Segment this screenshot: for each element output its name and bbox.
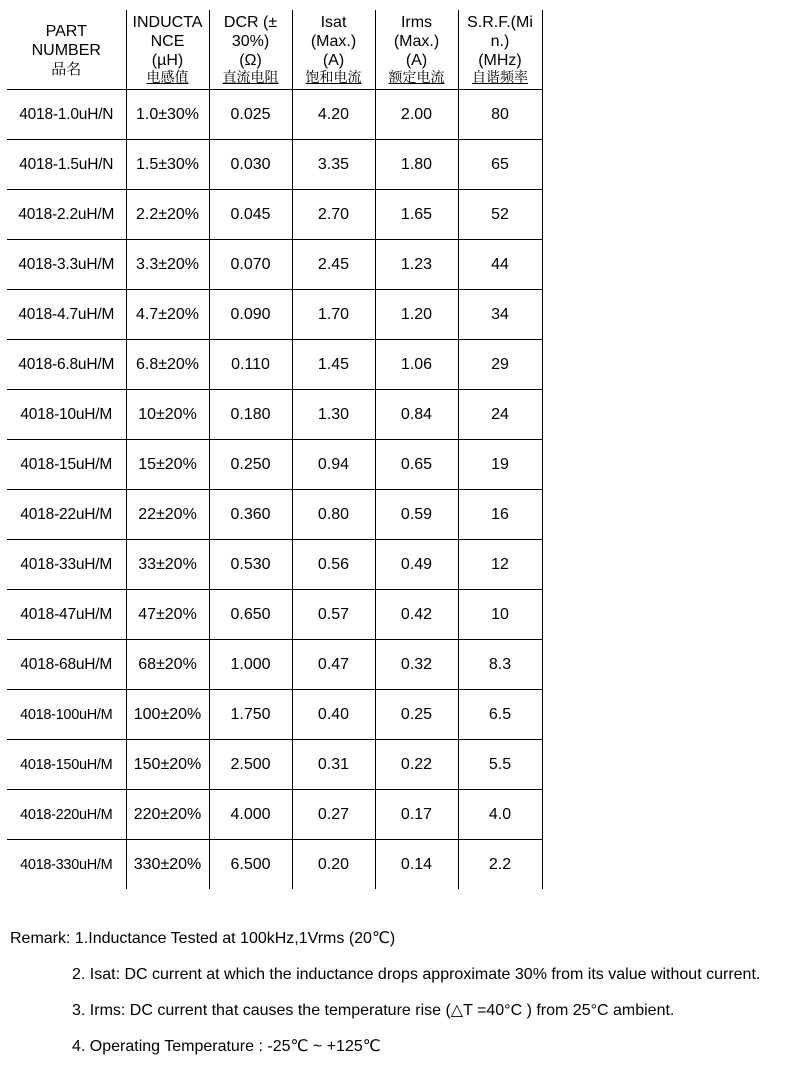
header-line: Isat xyxy=(320,14,347,31)
cell-irms: 0.49 xyxy=(375,540,458,590)
cell-srf: 34 xyxy=(458,290,542,340)
header-line: n.) xyxy=(490,33,510,50)
header-line: (MHz) xyxy=(478,52,522,69)
cell-irms: 0.42 xyxy=(375,590,458,640)
table-row xyxy=(7,690,542,740)
table-row xyxy=(7,590,542,640)
cell-irms: 2.00 xyxy=(375,90,458,140)
cell-dcr: 0.180 xyxy=(209,390,292,440)
cell-srf: 16 xyxy=(458,490,542,540)
header-line: DCR (± xyxy=(223,14,278,31)
header-line: (µH) xyxy=(151,52,184,69)
cell-irms: 0.65 xyxy=(375,440,458,490)
cell-srf: 8.3 xyxy=(458,640,542,690)
cell-inductance: 47±20% xyxy=(126,590,209,640)
cell-inductance: 330±20% xyxy=(126,840,209,890)
table-row xyxy=(7,740,542,790)
header-chinese-label: 直流电阻 xyxy=(222,70,279,86)
cell-isat: 0.31 xyxy=(292,740,375,790)
cell-inductance: 220±20% xyxy=(126,790,209,840)
cell-irms: 0.22 xyxy=(375,740,458,790)
header-chinese-label: 电感值 xyxy=(146,70,189,86)
header-part-number xyxy=(7,10,126,90)
header-line: Irms xyxy=(400,14,433,31)
cell-part-number: 4018-10uH/M xyxy=(7,390,126,440)
cell-srf: 10 xyxy=(458,590,542,640)
cell-isat: 2.45 xyxy=(292,240,375,290)
cell-part-number: 4018-15uH/M xyxy=(7,440,126,490)
cell-dcr: 0.250 xyxy=(209,440,292,490)
cell-isat: 0.80 xyxy=(292,490,375,540)
header-line: NUMBER xyxy=(31,42,101,59)
cell-part-number: 4018-6.8uH/M xyxy=(7,340,126,390)
table-row xyxy=(7,640,542,690)
table-row xyxy=(7,440,542,490)
cell-inductance: 6.8±20% xyxy=(126,340,209,390)
cell-srf: 52 xyxy=(458,190,542,240)
cell-dcr: 0.025 xyxy=(209,90,292,140)
cell-inductance: 3.3±20% xyxy=(126,240,209,290)
cell-srf: 29 xyxy=(458,340,542,390)
cell-isat: 0.47 xyxy=(292,640,375,690)
cell-part-number: 4018-2.2uH/M xyxy=(7,190,126,240)
cell-part-number: 4018-220uH/M xyxy=(7,790,126,840)
table-row xyxy=(7,240,542,290)
cell-part-number: 4018-22uH/M xyxy=(7,490,126,540)
cell-isat: 0.56 xyxy=(292,540,375,590)
cell-isat: 0.94 xyxy=(292,440,375,490)
header-srf xyxy=(458,10,542,90)
cell-irms: 1.06 xyxy=(375,340,458,390)
cell-srf: 12 xyxy=(458,540,542,590)
cell-isat: 1.30 xyxy=(292,390,375,440)
cell-irms: 1.20 xyxy=(375,290,458,340)
cell-isat: 3.35 xyxy=(292,140,375,190)
header-line: S.R.F.(Mi xyxy=(467,14,533,31)
header-chinese-label: 自谐频率 xyxy=(472,70,528,86)
header-isat xyxy=(292,10,375,90)
cell-dcr: 0.530 xyxy=(209,540,292,590)
cell-part-number: 4018-150uH/M xyxy=(7,740,126,790)
table-row xyxy=(7,390,542,440)
cell-srf: 65 xyxy=(458,140,542,190)
table-row xyxy=(7,540,542,590)
remark-2: 2. Isat: DC current at which the inductance drops approximate 30% from its value without current. xyxy=(72,966,761,983)
cell-dcr: 1.750 xyxy=(209,690,292,740)
header-inductance xyxy=(126,10,209,90)
cell-irms: 0.25 xyxy=(375,690,458,740)
remark-4: 4. Operating Temperature : -25℃ ~ +125℃ xyxy=(72,1038,381,1055)
table-row xyxy=(7,340,542,390)
cell-isat: 1.45 xyxy=(292,340,375,390)
cell-inductance: 1.5±30% xyxy=(126,140,209,190)
table-header xyxy=(7,10,542,90)
cell-part-number: 4018-4.7uH/M xyxy=(7,290,126,340)
remark-3: 3. Irms: DC current that causes the temperature rise (△T =40°C ) from 25°C ambient. xyxy=(72,1002,675,1019)
header-line: (Max.) xyxy=(310,33,357,50)
cell-isat: 1.70 xyxy=(292,290,375,340)
header-line: NCE xyxy=(150,33,185,50)
cell-irms: 0.84 xyxy=(375,390,458,440)
header-row xyxy=(7,10,542,90)
cell-part-number: 4018-47uH/M xyxy=(7,590,126,640)
header-line: (A) xyxy=(405,52,428,69)
header-chinese-label: 饱和电流 xyxy=(305,70,362,86)
cell-srf: 24 xyxy=(458,390,542,440)
cell-inductance: 33±20% xyxy=(126,540,209,590)
table-row xyxy=(7,290,542,340)
cell-inductance: 68±20% xyxy=(126,640,209,690)
cell-inductance: 15±20% xyxy=(126,440,209,490)
header-irms xyxy=(375,10,458,90)
cell-irms: 0.59 xyxy=(375,490,458,540)
cell-isat: 4.20 xyxy=(292,90,375,140)
cell-dcr: 2.500 xyxy=(209,740,292,790)
cell-irms: 0.17 xyxy=(375,790,458,840)
header-dcr xyxy=(209,10,292,90)
cell-srf: 19 xyxy=(458,440,542,490)
cell-part-number: 4018-1.0uH/N xyxy=(7,90,126,140)
cell-dcr: 0.070 xyxy=(209,240,292,290)
table-row xyxy=(7,490,542,540)
cell-part-number: 4018-100uH/M xyxy=(7,690,126,740)
cell-part-number: 4018-33uH/M xyxy=(7,540,126,590)
cell-irms: 0.32 xyxy=(375,640,458,690)
header-line: INDUCTA xyxy=(132,14,203,31)
cell-isat: 0.20 xyxy=(292,840,375,890)
cell-part-number: 4018-3.3uH/M xyxy=(7,240,126,290)
cell-srf: 44 xyxy=(458,240,542,290)
cell-dcr: 0.110 xyxy=(209,340,292,390)
cell-part-number: 4018-68uH/M xyxy=(7,640,126,690)
cell-srf: 5.5 xyxy=(458,740,542,790)
cell-dcr: 4.000 xyxy=(209,790,292,840)
table-row xyxy=(7,840,542,890)
cell-dcr: 0.650 xyxy=(209,590,292,640)
cell-dcr: 0.045 xyxy=(209,190,292,240)
cell-isat: 0.27 xyxy=(292,790,375,840)
header-chinese-label: 品名 xyxy=(51,60,82,78)
cell-dcr: 0.090 xyxy=(209,290,292,340)
cell-srf: 2.2 xyxy=(458,840,542,890)
inductor-spec-table xyxy=(7,10,543,889)
cell-part-number: 4018-1.5uH/N xyxy=(7,140,126,190)
cell-inductance: 22±20% xyxy=(126,490,209,540)
cell-inductance: 4.7±20% xyxy=(126,290,209,340)
header-line: (Max.) xyxy=(393,33,440,50)
cell-srf: 80 xyxy=(458,90,542,140)
header-chinese-label: 额定电流 xyxy=(388,70,445,86)
table-row xyxy=(7,140,542,190)
table-row xyxy=(7,90,542,140)
cell-part-number: 4018-330uH/M xyxy=(7,840,126,890)
cell-inductance: 150±20% xyxy=(126,740,209,790)
cell-dcr: 1.000 xyxy=(209,640,292,690)
remark-1: Remark: 1.Inductance Tested at 100kHz,1Vrms (20℃) xyxy=(10,930,396,947)
table-row xyxy=(7,790,542,840)
cell-srf: 6.5 xyxy=(458,690,542,740)
cell-isat: 0.57 xyxy=(292,590,375,640)
cell-irms: 1.65 xyxy=(375,190,458,240)
table-body xyxy=(7,90,542,890)
cell-dcr: 0.360 xyxy=(209,490,292,540)
cell-irms: 0.14 xyxy=(375,840,458,890)
cell-dcr: 6.500 xyxy=(209,840,292,890)
table-row xyxy=(7,190,542,240)
cell-dcr: 0.030 xyxy=(209,140,292,190)
cell-inductance: 2.2±20% xyxy=(126,190,209,240)
header-line: (Ω) xyxy=(239,52,262,69)
header-line: 30%) xyxy=(231,33,270,50)
cell-inductance: 100±20% xyxy=(126,690,209,740)
cell-irms: 1.23 xyxy=(375,240,458,290)
cell-isat: 0.40 xyxy=(292,690,375,740)
header-line: PART xyxy=(45,23,87,40)
cell-inductance: 10±20% xyxy=(126,390,209,440)
cell-isat: 2.70 xyxy=(292,190,375,240)
cell-inductance: 1.0±30% xyxy=(126,90,209,140)
remarks xyxy=(10,930,800,1074)
cell-srf: 4.0 xyxy=(458,790,542,840)
cell-irms: 1.80 xyxy=(375,140,458,190)
header-line: (A) xyxy=(322,52,345,69)
